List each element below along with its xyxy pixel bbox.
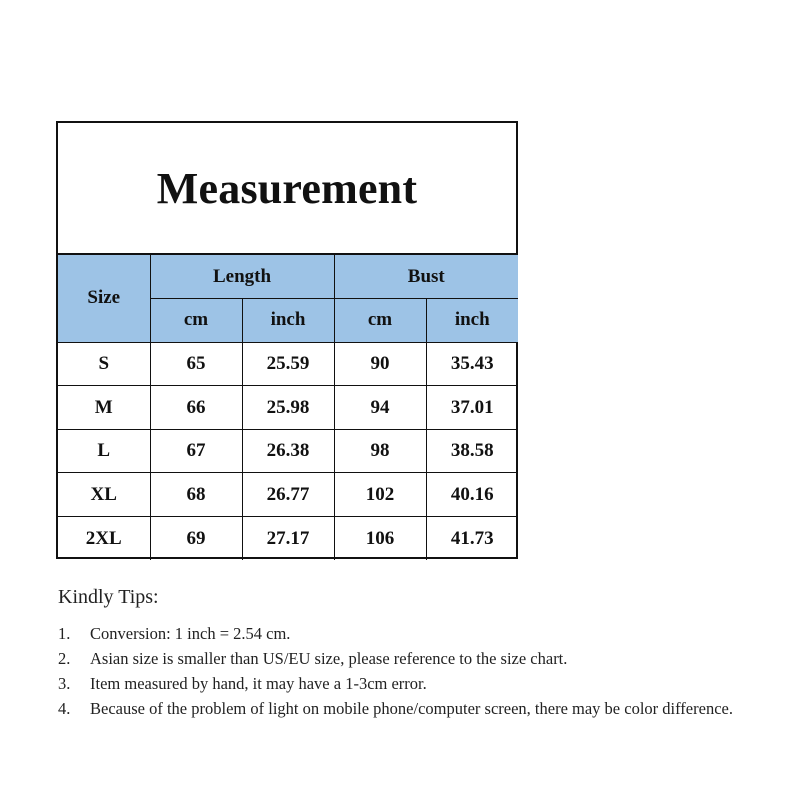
header-bust: Bust [334,255,518,299]
table-row [58,342,518,386]
cell-bust-cm: 98 [334,429,426,473]
tips-title: Kindly Tips: [58,586,159,608]
cell-length-inch: 25.98 [242,386,334,430]
tip-number: 2. [58,649,71,668]
cell-bust-inch: 40.16 [426,473,518,517]
table-row [58,429,518,473]
tip-text: Item measured by hand, it may have a 1-3cm error. [90,674,427,693]
table-row [58,473,518,517]
header-bust-inch: inch [426,299,518,343]
cell-length-cm: 66 [150,386,242,430]
cell-bust-inch: 35.43 [426,342,518,386]
cell-size: 2XL [58,517,150,561]
cell-bust-inch: 37.01 [426,386,518,430]
cell-length-cm: 67 [150,429,242,473]
header-bust-cm: cm [334,299,426,343]
chart-title: Measurement [58,123,516,255]
tip-number: 1. [58,624,71,643]
tip-text: Conversion: 1 inch = 2.54 cm. [90,624,291,643]
list-item [58,621,798,646]
table-header-row [58,255,518,299]
list-item [58,646,798,671]
tip-number: 3. [58,674,71,693]
cell-length-cm: 65 [150,342,242,386]
cell-bust-cm: 106 [334,517,426,561]
tip-number: 4. [58,699,71,718]
header-size: Size [58,255,150,342]
cell-size: S [58,342,150,386]
cell-length-cm: 68 [150,473,242,517]
cell-size: XL [58,473,150,517]
cell-length-inch: 26.38 [242,429,334,473]
tip-text: Asian size is smaller than US/EU size, please reference to the size chart. [90,649,568,668]
size-table [58,255,518,560]
tip-text: Because of the problem of light on mobile phone/computer screen, there may be color difference. [90,699,733,718]
cell-size: M [58,386,150,430]
header-length: Length [150,255,334,299]
kindly-tips [58,586,798,721]
header-length-cm: cm [150,299,242,343]
header-length-inch: inch [242,299,334,343]
cell-bust-inch: 41.73 [426,517,518,561]
list-item [58,696,798,721]
cell-length-cm: 69 [150,517,242,561]
table-row [58,386,518,430]
cell-length-inch: 27.17 [242,517,334,561]
cell-length-inch: 26.77 [242,473,334,517]
list-item [58,671,798,696]
cell-size: L [58,429,150,473]
cell-bust-cm: 102 [334,473,426,517]
cell-bust-inch: 38.58 [426,429,518,473]
cell-length-inch: 25.59 [242,342,334,386]
table-row [58,517,518,561]
cell-bust-cm: 90 [334,342,426,386]
cell-bust-cm: 94 [334,386,426,430]
size-chart [56,121,518,559]
tips-list [58,621,798,721]
